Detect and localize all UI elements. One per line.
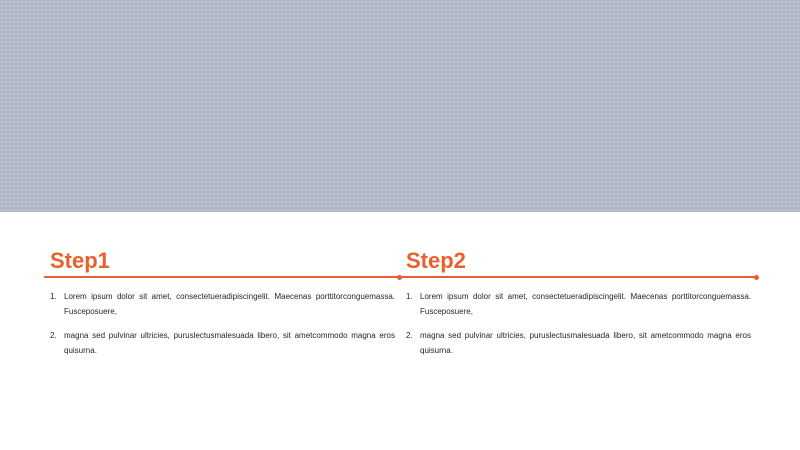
step-2-list-item-1 <box>406 289 751 319</box>
list-item-text: magna sed pulvinar ultricies, puruslectusmalesuada libero, sit ametcommodo magna eros quisurna. <box>64 331 395 355</box>
step-1-section <box>50 248 395 367</box>
list-item-text: Lorem ipsum dolor sit amet, consectetueradipiscingelit. Maecenas porttitorconguemassa. Fusceposuere, <box>420 292 751 316</box>
list-item-number: 1. <box>406 292 413 301</box>
step-2-list-item-2 <box>406 328 751 358</box>
hero-pattern-image <box>0 0 800 212</box>
list-item-text: Lorem ipsum dolor sit amet, consectetueradipiscingelit. Maecenas porttitorconguemassa. Fusceposuere, <box>64 292 395 316</box>
timeline-dot-step2 <box>754 275 759 280</box>
list-item-number: 2. <box>50 331 57 340</box>
timeline-dot-step1 <box>397 275 402 280</box>
list-item-text: magna sed pulvinar ultricies, puruslectusmalesuada libero, sit ametcommodo magna eros quisurna. <box>420 331 751 355</box>
step-2-list <box>406 289 751 358</box>
step-2-title: Step2 <box>406 248 466 273</box>
list-item-number: 2. <box>406 331 413 340</box>
step-1-title: Step1 <box>50 248 110 273</box>
step-1-list-item-1 <box>50 289 395 319</box>
step-1-list-item-2 <box>50 328 395 358</box>
list-item-number: 1. <box>50 292 57 301</box>
step-1-list <box>50 289 395 358</box>
step-2-section <box>406 248 751 367</box>
